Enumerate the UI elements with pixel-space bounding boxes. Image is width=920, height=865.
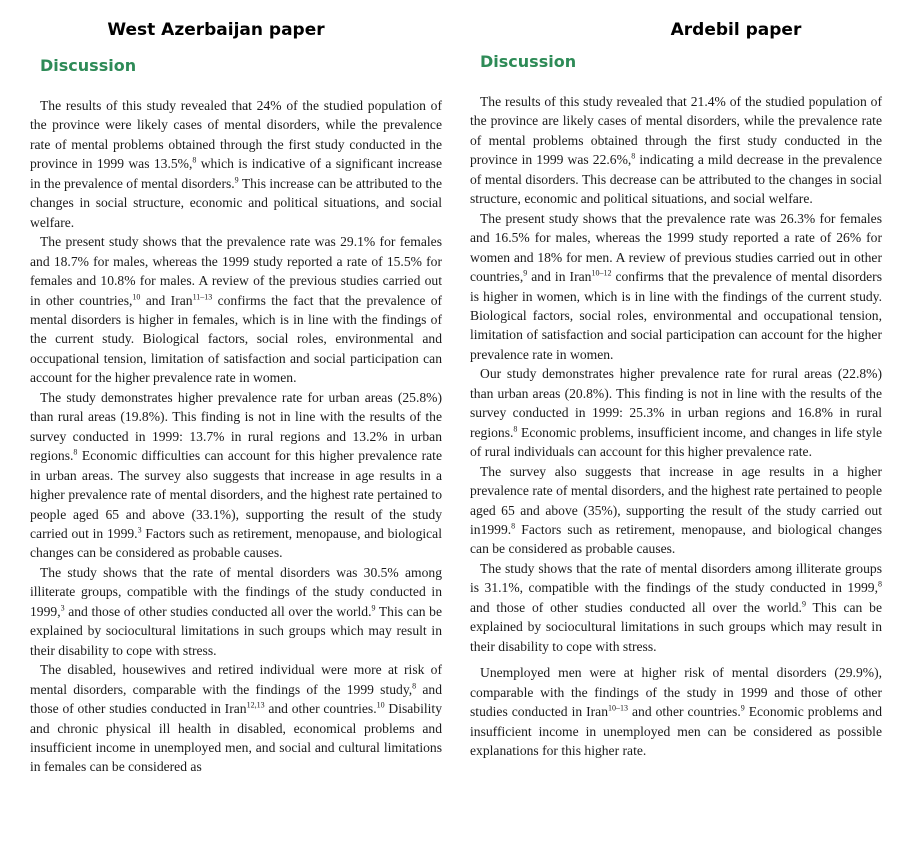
paper-title: Ardebil paper (670, 20, 802, 40)
citation-ref: 10 (132, 292, 141, 301)
text-run: This increase can be attributed to the changes in social structure, economic and political situations, and social welfare. (30, 175, 442, 230)
text-run: The present study shows that the prevalence rate was 26.3% for females and 16.5% for males, whereas the 1999 study reported a rate of 26% for women and 18% for men. A review of previous studies carried out in other countries, (470, 210, 882, 285)
text-run: Economic problems and insufficient income in unemployed men can be considered as possible explanations for this higher rate. (470, 704, 882, 758)
paragraph (470, 559, 882, 656)
text-run: Economic problems, insufficient income, and changes in life style of rural individuals can account for this higher prevalence rate. (470, 424, 882, 460)
text-run: The study shows that the rate of mental disorders among illiterate groups is 31.1%, compatible with the findings of the study conducted in 1999, (470, 560, 882, 596)
paragraph (30, 660, 442, 777)
text-run: which is indicative of a significant increase in the prevalence of mental disorders. (30, 156, 442, 191)
section-heading: Discussion (480, 52, 577, 71)
text-run: The present study shows that the prevalence rate was 29.1% for females and 18.7% for males, whereas the 1999 study reported a rate of 15.5% for females and 10.8% for males. A review of the previous studies carried out in other countries, (30, 234, 442, 308)
paragraph (470, 663, 882, 760)
text-run: The survey also suggests that increase in age results in a higher prevalence rate of mental disorders, and the highest rate pertained to people aged 65 and above (35%), supporting the result of the study carried out in1999. (470, 463, 882, 537)
citation-ref: 9 (740, 703, 745, 713)
text-run: The disabled, housewives and retired individual were more at risk of mental disorders, comparable with the findings of the 1999 study, (30, 662, 442, 697)
citation-ref: 10 (376, 700, 385, 710)
paragraph (470, 364, 882, 461)
text-run: This can be explained by sociocultural limitations in such groups which may result in their disability to cope with stress. (470, 599, 882, 654)
citation-ref: 11–13 (192, 292, 213, 301)
spacer (470, 656, 882, 663)
text-run: The results of this study revealed that 24% of the studied population of the province were likely cases of mental disorders, while the prevalence rate of mental problems obtained through the first study conducted in the province in 1999 was 13.5%, (30, 98, 442, 172)
citation-ref: 9 (801, 599, 806, 609)
citation-ref: 10–12 (591, 268, 612, 278)
paragraph (470, 209, 882, 365)
text-run: and other countries. (628, 704, 741, 720)
paragraph (30, 96, 442, 232)
citation-ref: 8 (631, 151, 636, 161)
citation-ref: 8 (412, 681, 417, 691)
text-run: and those of other studies conducted all over the world. (64, 603, 372, 619)
text-run: Disability and chronic physical ill health in disabled, economical problems and insufficient income in unemployed men, and social and cultural limitations in females can be considered as (30, 701, 442, 775)
text-run: confirms that the prevalence of mental disorders is higher in women, which is in line with the findings of the current study. Biological factors, social roles, environmental and occupational tension, limitation of satisfaction and social participation can account for the higher prevalence rate in women. (470, 269, 883, 362)
citation-ref: 8 (511, 521, 516, 531)
citation-ref: 9 (523, 268, 528, 278)
paragraph (470, 92, 882, 209)
paragraph (30, 232, 442, 388)
text-run: Unemployed men were at higher risk of mental disorders (29.9%), comparable with the findings of the study in 1999 and those of other studies conducted in Iran (470, 665, 882, 720)
text-run: and those of other studies conducted in Iran (30, 681, 442, 717)
paragraph (470, 462, 882, 559)
text-run: Factors such as retirement, menopause, and biological changes can be considered as probable causes. (30, 525, 442, 561)
text-run: and Iran (140, 292, 193, 308)
citation-ref: 9 (371, 603, 376, 613)
text-run: Our study demonstrates higher prevalence rate for rural areas (22.8%) than urban areas (20.8%). This finding is not in line with the results of the survey conducted in 1999: 25.3% in urban regions and 16.8% in rural regions. (470, 366, 882, 440)
paragraph (30, 563, 442, 660)
text-run: The study demonstrates higher prevalence rate for urban areas (25.8%) than rural areas (19.8%). This finding is not in line with the results of the survey conducted in 1999: 13.7% in rural regions and 13.2% in urban regions. (30, 389, 442, 464)
citation-ref: 10–13 (608, 703, 629, 713)
discussion-body (30, 96, 442, 777)
text-run: and other countries. (264, 701, 377, 717)
text-run: This can be explained by sociocultural limitations in such groups which may result in their disability to cope with stress. (30, 603, 442, 658)
discussion-body (470, 92, 882, 760)
paper-title: West Azerbaijan paper (107, 20, 325, 40)
text-run: and in Iran (527, 269, 592, 285)
text-run: Economic difficulties can account for this higher prevalence rate in urban areas. The survey also suggests that increase in age results in a higher prevalence rate of mental disorders, and the highest rate pertained to people aged 65 and above (33.1%), supporting the result of the study carried out in 1999. (30, 448, 442, 541)
text-run: The results of this study revealed that 21.4% of the studied population of the province are likely cases of mental disorders, while the prevalence rate of mental problems obtained through the first study conducted in the province in 1999 was 22.6%, (470, 94, 882, 168)
text-run: indicating a mild decrease in the prevalence of mental disorders. This decrease can be attributed to the changes in social structure, economic and political situations, and social welfare. (470, 152, 882, 207)
citation-ref: 12,13 (246, 700, 265, 710)
text-run: The study shows that the rate of mental disorders was 30.5% among illiterate groups, compatible with the findings of the study conducted in 1999, (30, 564, 442, 619)
citation-ref: 8 (878, 579, 882, 589)
citation-ref: 3 (137, 525, 142, 535)
text-run: Factors such as retirement, menopause, and biological changes can be considered as probable causes. (470, 521, 882, 557)
section-heading: Discussion (40, 56, 137, 75)
paragraph (30, 388, 442, 563)
citation-ref: 9 (234, 175, 239, 185)
text-run: and those of other studies conducted all over the world. (470, 599, 802, 615)
text-run: confirms the fact that the prevalence of mental disorders is higher in females, which is in line with the findings of the current study. Biological factors, social roles, environmental and occupational tension, limitation of satisfaction and social participation can account for the higher prevalence rate in women. (30, 292, 443, 386)
citation-ref: 8 (192, 155, 197, 165)
citation-ref: 3 (60, 603, 65, 613)
citation-ref: 8 (73, 447, 78, 457)
citation-ref: 8 (513, 424, 518, 434)
